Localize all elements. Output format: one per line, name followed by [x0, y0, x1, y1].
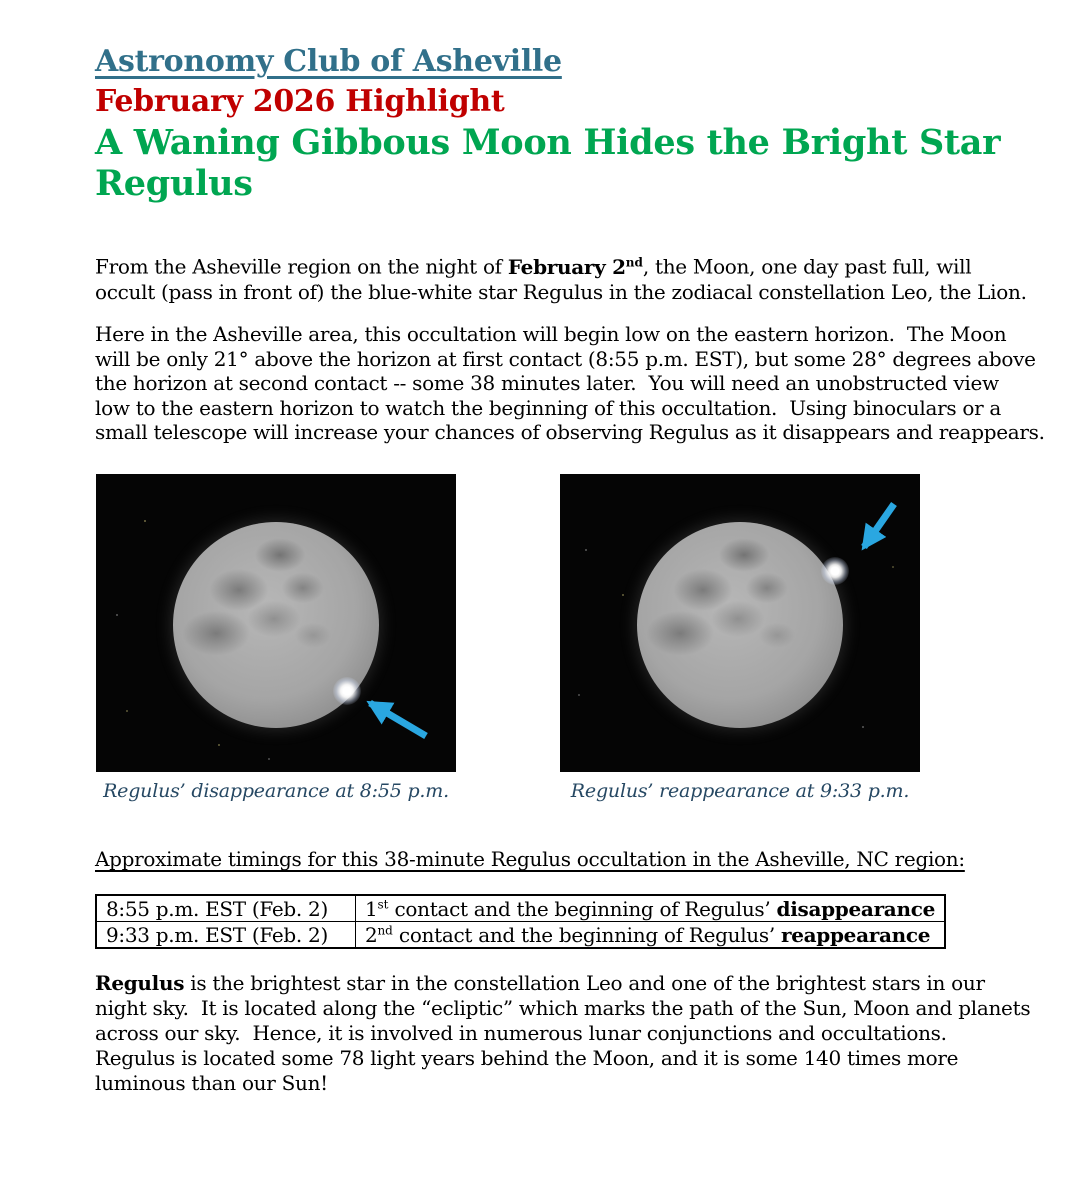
text-line: Regulus is located some 78 light years behind the Moon, and it is some 140 times more	[95, 1046, 959, 1070]
ordinal-superscript: nd	[377, 922, 393, 937]
bold-keyword: disappearance	[776, 896, 936, 921]
regulus-info-paragraph	[95, 971, 1030, 1096]
ordinal-superscript: nd	[625, 255, 643, 269]
headline-line-2: Regulus	[95, 163, 253, 204]
text-segment: , the Moon, one day past full, will	[642, 254, 972, 279]
text-line: the horizon at second contact -- some 38 minutes later. You will need an unobstructed view	[95, 371, 999, 395]
timings-heading: Approximate timings for this 38-minute Regulus occultation in the Asheville, NC region:	[95, 847, 965, 871]
caption-disappearance: Regulus’ disappearance at 8:55 p.m.	[103, 780, 449, 802]
text-line: low to the eastern horizon to watch the beginning of this occultation. Using binoculars or a	[95, 395, 1002, 420]
text-segment: is the brightest star in the constellation Leo and one of the brightest stars in our	[184, 971, 985, 995]
pointer-arrow-icon	[560, 474, 920, 772]
text-segment: 1	[365, 896, 378, 921]
timing-time-cell: 9:33 p.m. EST (Feb. 2)	[96, 922, 356, 949]
caption-reappearance: Regulus’ reappearance at 9:33 p.m.	[570, 780, 910, 802]
headline	[95, 122, 1000, 204]
highlight-subtitle: February 2026 Highlight	[95, 84, 505, 119]
timing-desc-cell	[356, 895, 946, 922]
text-line: luminous than our Sun!	[95, 1071, 328, 1095]
text-line: small telescope will increase your chances of observing Regulus as it disappears and reappears.	[95, 420, 1045, 444]
text-segment: February 2	[507, 254, 626, 279]
timing-time-cell: 8:55 p.m. EST (Feb. 2)	[96, 895, 356, 922]
timings-table	[95, 894, 946, 949]
figure-disappearance	[96, 474, 456, 802]
details-paragraph	[95, 322, 1045, 445]
bold-keyword: reappearance	[780, 922, 931, 947]
text-line: Here in the Asheville area, this occultation will begin low on the eastern horizon. The Moon	[95, 322, 1007, 346]
text-line: occult (pass in front of) the blue-white star Regulus in the zodiacal constellation Leo, the Lion.	[95, 279, 1027, 304]
table-row	[96, 895, 945, 922]
bold-date	[508, 255, 643, 279]
text-segment: 2	[365, 922, 378, 947]
text-line: will be only 21° above the horizon at first contact (8:55 p.m. EST), but some 28° degrees above	[95, 346, 1036, 371]
timing-desc-cell	[356, 922, 946, 949]
ordinal-superscript: st	[377, 896, 389, 911]
text-segment: From the Asheville region on the night of	[95, 254, 508, 279]
intro-paragraph	[95, 250, 1027, 305]
moon-photo-disappearance	[96, 474, 456, 772]
text-line: night sky. It is located along the “ecliptic” which marks the path of the Sun, Moon and planets	[95, 996, 1031, 1020]
club-title: Astronomy Club of Asheville	[95, 44, 562, 79]
bold-regulus: Regulus	[95, 971, 185, 995]
headline-line-1: A Waning Gibbous Moon Hides the Bright Star	[95, 122, 1001, 163]
pointer-arrow-icon	[96, 474, 456, 772]
text-line	[95, 250, 1027, 280]
text-line: across our sky. Hence, it is involved in numerous lunar conjunctions and occultations.	[95, 1021, 947, 1045]
text-segment: contact and the beginning of Regulus’	[388, 896, 777, 921]
moon-photo-reappearance	[560, 474, 920, 772]
text-line	[95, 971, 1030, 996]
text-segment: contact and the beginning of Regulus’	[392, 922, 781, 947]
figure-reappearance	[560, 474, 920, 802]
table-row	[96, 922, 945, 949]
